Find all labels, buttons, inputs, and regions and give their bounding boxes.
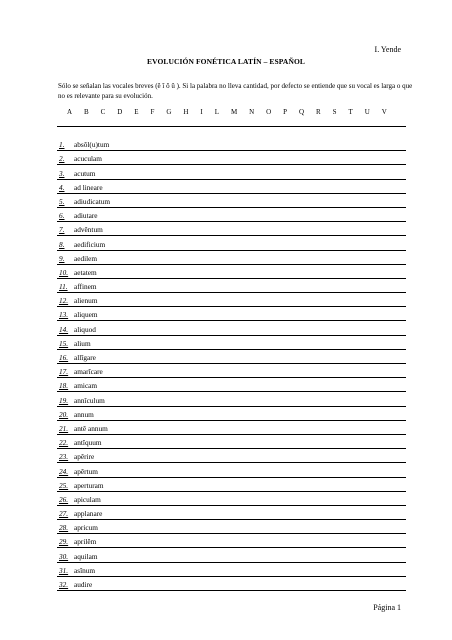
list-item (57, 407, 406, 421)
item-number: 21. (59, 423, 69, 433)
list-item (57, 279, 406, 293)
item-number: 1. (59, 140, 65, 150)
alphabet-letter: A (67, 108, 73, 116)
latin-word: asĭnum (74, 565, 96, 575)
latin-word: acuculam (74, 154, 102, 164)
alphabet-letter: V (381, 108, 387, 116)
item-number: 14. (59, 324, 69, 334)
item-number: 29. (59, 537, 69, 547)
item-number: 17. (59, 367, 69, 377)
alphabet-letter: U (364, 108, 370, 116)
latin-word: aliquem (74, 310, 98, 320)
list-item (57, 194, 406, 208)
alphabet-letter: B (84, 108, 89, 116)
item-number: 24. (59, 466, 69, 476)
list-item (57, 265, 406, 279)
word-list (57, 137, 406, 591)
alphabet-letter: I (200, 108, 203, 116)
item-number: 20. (59, 409, 69, 419)
item-number: 15. (59, 338, 69, 348)
item-number: 10. (59, 267, 69, 277)
latin-word: apĕrire (74, 452, 95, 462)
latin-word: acutum (74, 168, 96, 178)
latin-word: applanare (74, 509, 103, 519)
item-number: 2. (59, 154, 65, 164)
alphabet-index (67, 108, 387, 116)
page-number: Página 1 (373, 603, 401, 612)
list-item (57, 392, 406, 406)
item-number: 16. (59, 353, 69, 362)
item-number: 23. (59, 452, 69, 462)
list-item (57, 506, 406, 520)
list-item (57, 137, 406, 151)
latin-word: apĕrtum (74, 466, 98, 476)
list-item (57, 449, 406, 463)
item-number: 32. (59, 580, 69, 589)
item-number: 12. (59, 296, 69, 306)
item-number: 8. (59, 239, 65, 249)
top-divider (57, 126, 406, 127)
list-item (57, 463, 406, 477)
list-item (57, 307, 406, 321)
list-item (57, 180, 406, 194)
latin-word: ad lineare (74, 182, 103, 192)
list-item (57, 577, 406, 591)
latin-word: aedilem (74, 253, 98, 263)
latin-word: allĭgare (74, 353, 96, 362)
alphabet-letter: R (316, 108, 321, 116)
latin-word: advĕntum (74, 225, 103, 235)
latin-word: antĭquum (74, 438, 102, 448)
item-number: 3. (59, 168, 65, 178)
list-item (57, 548, 406, 562)
latin-word: amarĭcare (74, 367, 103, 377)
list-item (57, 478, 406, 492)
list-item (57, 492, 406, 506)
list-item (57, 435, 406, 449)
item-number: 27. (59, 509, 69, 519)
list-item (57, 520, 406, 534)
list-item (57, 236, 406, 250)
alphabet-letter: T (348, 108, 353, 116)
item-number: 25. (59, 480, 69, 490)
list-item (57, 251, 406, 265)
item-number: 4. (59, 182, 65, 192)
item-number: 7. (59, 225, 65, 235)
item-number: 22. (59, 438, 69, 448)
list-item (57, 534, 406, 548)
list-item (57, 563, 406, 577)
latin-word: aperturam (74, 480, 104, 490)
latin-word: annum (74, 409, 94, 419)
latin-word: audire (74, 580, 93, 589)
latin-word: adiudicatum (74, 196, 111, 206)
list-item (57, 350, 406, 364)
alphabet-letter: Q (299, 108, 305, 116)
item-number: 19. (59, 395, 69, 405)
alphabet-letter: D (117, 108, 123, 116)
item-number: 9. (59, 253, 65, 263)
intro-paragraph: Sólo se señalan las vocales breves (ĕ ĭ ŏ ŭ ). Si la palabra no lleva cantidad, por defecto se entiende que su vocal es larga o que no es relevante para su evolución. (58, 82, 413, 100)
alphabet-letter: M (230, 108, 238, 116)
list-item (57, 293, 406, 307)
alphabet-letter: H (183, 108, 189, 116)
list-item (57, 364, 406, 378)
list-item (57, 378, 406, 392)
alphabet-letter: L (214, 108, 219, 116)
list-item (57, 421, 406, 435)
item-number: 5. (59, 196, 65, 206)
latin-word: apricum (74, 523, 98, 533)
latin-word: absŏl(u)tum (74, 140, 110, 150)
list-item (57, 222, 406, 236)
latin-word: adiutare (74, 211, 98, 221)
latin-word: aliquod (74, 324, 96, 334)
item-number: 18. (59, 381, 69, 391)
item-number: 26. (59, 494, 69, 504)
page-title: EVOLUCIÓN FONÉTICA LATÍN – ESPAÑOL (147, 57, 305, 66)
alphabet-letter: P (283, 108, 288, 116)
item-number: 31. (59, 565, 69, 575)
list-item (57, 151, 406, 165)
item-number: 30. (59, 551, 69, 561)
list-item (57, 208, 406, 222)
latin-word: antĕ annum (74, 423, 108, 433)
alphabet-letter: G (166, 108, 172, 116)
alphabet-letter: C (100, 108, 106, 116)
alphabet-letter: N (249, 108, 255, 116)
list-item (57, 336, 406, 350)
latin-word: amicam (74, 381, 98, 391)
item-number: 13. (59, 310, 69, 320)
latin-word: alienum (74, 296, 98, 306)
latin-word: annĭculum (74, 395, 105, 405)
alphabet-letter: E (134, 108, 139, 116)
latin-word: affinem (74, 282, 97, 292)
latin-word: alium (74, 338, 91, 348)
alphabet-letter: F (150, 108, 155, 116)
latin-word: apiculam (74, 494, 101, 504)
latin-word: aprilĕm (74, 537, 97, 547)
item-number: 6. (59, 211, 65, 221)
alphabet-letter: S (332, 108, 337, 116)
latin-word: aetatem (74, 267, 97, 277)
list-item (57, 321, 406, 335)
author-name: I. Yende (374, 45, 401, 54)
item-number: 28. (59, 523, 69, 533)
latin-word: aedificium (74, 239, 106, 249)
list-item (57, 165, 406, 179)
item-number: 11. (59, 282, 68, 292)
latin-word: aquilam (74, 551, 98, 561)
alphabet-letter: O (266, 108, 272, 116)
